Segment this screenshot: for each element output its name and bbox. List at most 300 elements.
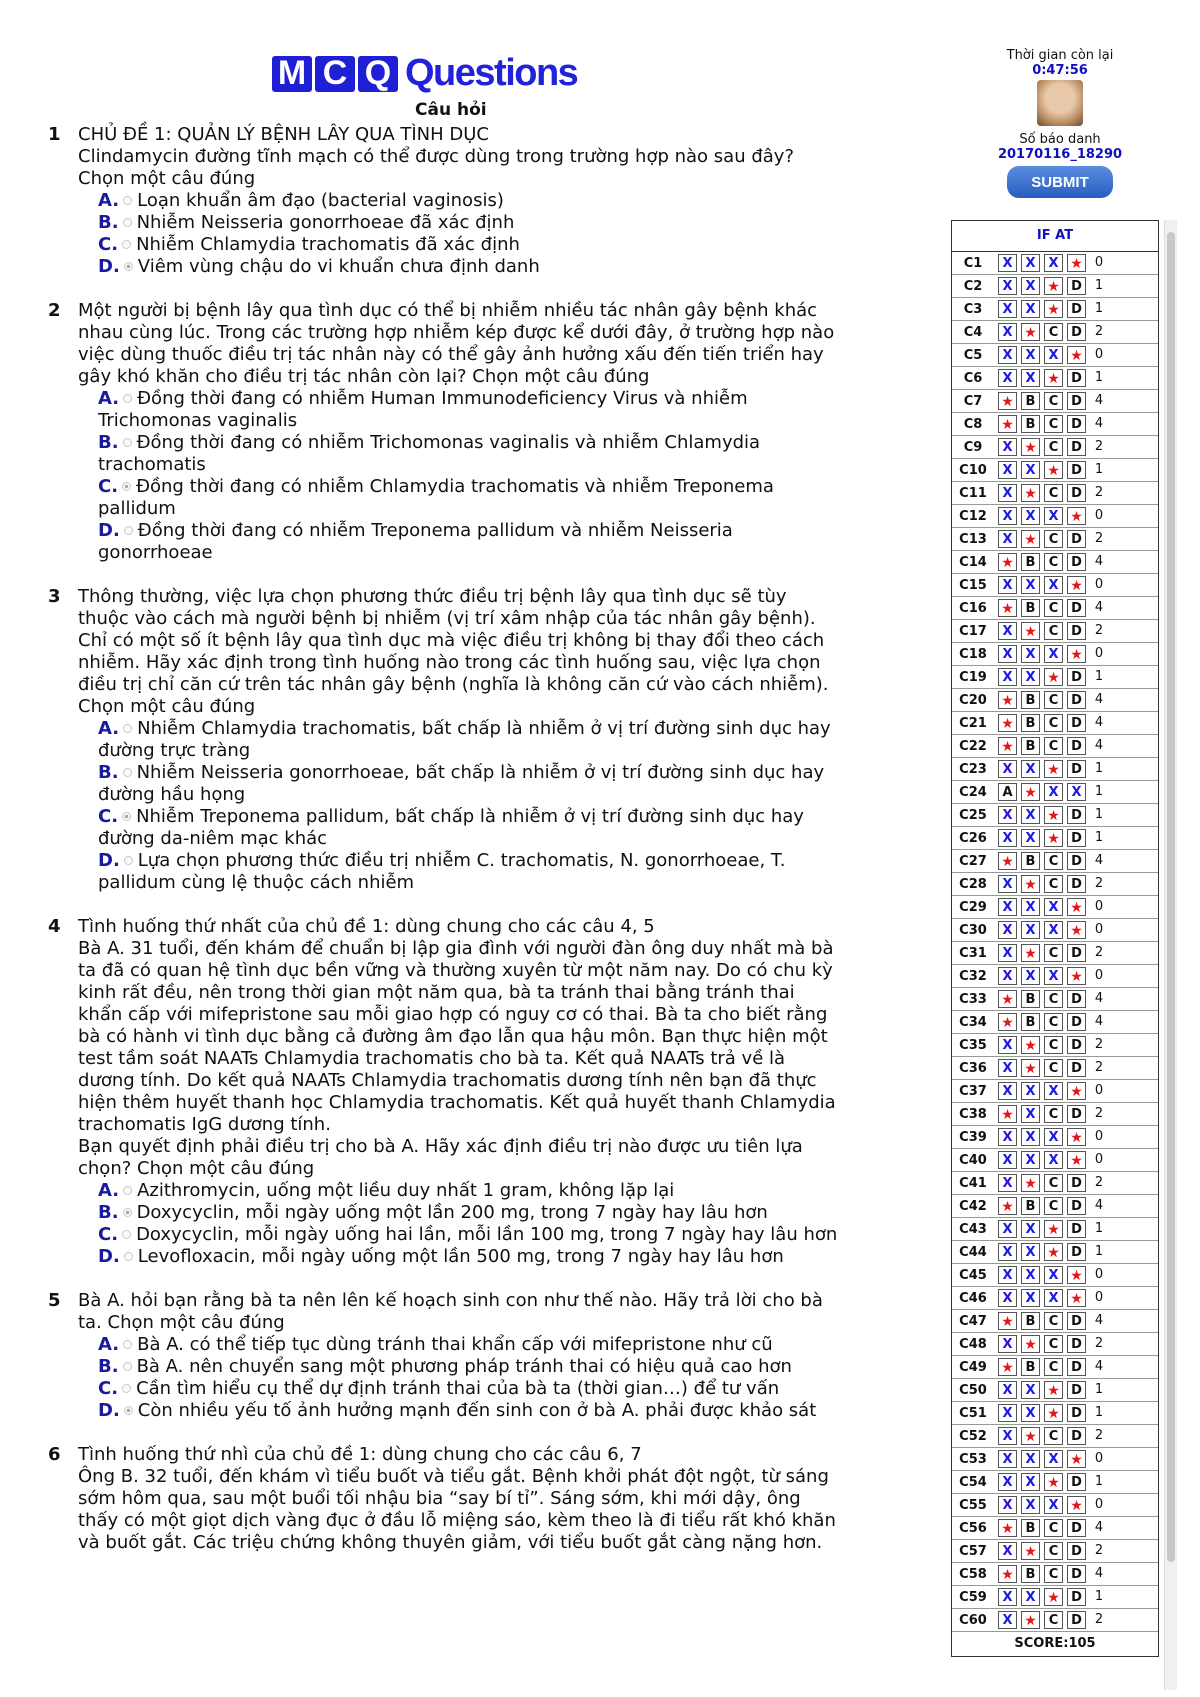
wrong-x-mark: X xyxy=(1044,645,1063,663)
answer-row xyxy=(952,1609,1158,1632)
option-text: Lựa chọn phương thức điều trị nhiễm C. trachomatis, N. gonorrhoeae, T. pallidum cùng lệ thuộc cách nhiễm xyxy=(98,850,786,893)
wrong-x-mark: X xyxy=(1044,783,1063,801)
answer-row xyxy=(952,1333,1158,1356)
answer-row xyxy=(952,620,1158,643)
answer-choice-cell: D xyxy=(1067,1312,1086,1330)
answer-row xyxy=(952,321,1158,344)
question-item xyxy=(48,300,838,564)
answer-row-label: C11 xyxy=(959,485,987,501)
answer-row xyxy=(952,689,1158,712)
answer-choice-cell: C xyxy=(1044,1197,1063,1215)
wrong-x-mark: X xyxy=(998,1404,1017,1422)
answer-choice-cell: D xyxy=(1067,1381,1086,1399)
answer-row xyxy=(952,390,1158,413)
answer-row-score: 1 xyxy=(1094,370,1104,385)
option-radio[interactable] xyxy=(122,240,131,249)
time-remaining-label: Thời gian còn lại xyxy=(1006,48,1114,63)
answer-row-score: 2 xyxy=(1094,324,1104,339)
answer-choice-cell: C xyxy=(1044,415,1063,433)
answer-row xyxy=(952,1103,1158,1126)
option-radio[interactable] xyxy=(123,724,132,733)
submit-button[interactable]: SUBMIT xyxy=(1007,166,1113,198)
answer-row xyxy=(952,896,1158,919)
option-radio[interactable] xyxy=(123,218,132,227)
answer-row xyxy=(952,1402,1158,1425)
answer-choice-cell: C xyxy=(1044,1013,1063,1031)
wrong-x-mark: X xyxy=(998,461,1017,479)
answer-option[interactable] xyxy=(78,850,838,894)
answer-row-score: 1 xyxy=(1094,1221,1104,1236)
answer-choice-cell: D xyxy=(1067,1588,1086,1606)
correct-star-icon: ★ xyxy=(998,737,1017,755)
answer-choice-cell: C xyxy=(1044,875,1063,893)
answer-row-label: C6 xyxy=(963,370,983,386)
answer-row-label: C8 xyxy=(963,416,983,432)
correct-star-icon: ★ xyxy=(1044,1381,1063,1399)
answer-choice-cell: D xyxy=(1067,1243,1086,1261)
option-radio[interactable] xyxy=(123,1186,132,1195)
answer-option[interactable] xyxy=(78,1180,838,1202)
wrong-x-mark: X xyxy=(998,323,1017,341)
wrong-x-mark: X xyxy=(1044,1450,1063,1468)
question-text: Bà A. 31 tuổi, đến khám để chuẩn bị lập gia đình với người đàn ông duy nhất mà bà ta đã có quan hệ tình dục bền vững và thường xuyên từ một năm nay. Do có chu kỳ kinh rất đều, nên trong thời gian một năm qua, bà ta tránh thai bằng tránh thai khẩn cấp với mifepristone sau mỗi giao hợp có nguy cơ có thai. Bà ta cho biết rằng bà có hành vi tình dục bằng cả đường âm đạo lẫn qua hậu môn. Bạn thực hiện một test tầm soát NAATs Chlamydia trachomatis cho bà ta. Kết quả NAATs trả về là dương tính. Do kết quả NAATs Chlamydia trachomatis dương tính nên bạn đã thực hiện thêm huyết thanh học Chlamydia trachomatis. Kết quả huyết thanh Chlamydia trachomatis IgG dương tính. xyxy=(78,938,836,1135)
answer-choice-cell: D xyxy=(1067,1220,1086,1238)
student-id-label: Số báo danh xyxy=(1019,132,1101,147)
answer-choice-cell: C xyxy=(1044,1312,1063,1330)
answer-option[interactable] xyxy=(78,432,838,476)
answer-row xyxy=(952,298,1158,321)
answer-row-score: 0 xyxy=(1094,1451,1104,1466)
answer-choice-cell: D xyxy=(1067,691,1086,709)
answer-choice-cell: C xyxy=(1044,714,1063,732)
answer-row-label: C57 xyxy=(959,1543,987,1559)
answer-row-label: C3 xyxy=(963,301,983,317)
wrong-x-mark: X xyxy=(1021,1450,1040,1468)
answer-row-label: C58 xyxy=(959,1566,987,1582)
option-radio[interactable] xyxy=(123,196,132,205)
page-title: Câu hỏi xyxy=(415,100,487,120)
answer-row-label: C53 xyxy=(959,1451,987,1467)
answer-row-label: C36 xyxy=(959,1060,987,1076)
option-text: Đồng thời đang có nhiễm Human Immunodeficiency Virus và nhiễm Trichomonas vaginalis xyxy=(98,388,748,431)
option-text: Azithromycin, uống một liều duy nhất 1 gram, không lặp lại xyxy=(137,1180,675,1201)
correct-star-icon: ★ xyxy=(1021,1174,1040,1192)
answer-sheet-header: IF AT xyxy=(952,221,1158,252)
wrong-x-mark: X xyxy=(998,1473,1017,1491)
answer-row-label: C31 xyxy=(959,945,987,961)
answer-row-score: 2 xyxy=(1094,1336,1104,1351)
answer-choice-cell: C xyxy=(1044,438,1063,456)
option-letter: B. xyxy=(98,1356,119,1377)
question-item xyxy=(48,124,838,278)
answer-row xyxy=(952,1540,1158,1563)
answer-option[interactable] xyxy=(78,520,838,564)
option-radio[interactable] xyxy=(124,1252,133,1261)
correct-star-icon: ★ xyxy=(998,1358,1017,1376)
wrong-x-mark: X xyxy=(998,1588,1017,1606)
wrong-x-mark: X xyxy=(998,829,1017,847)
answer-choice-cell: D xyxy=(1067,438,1086,456)
answer-option[interactable] xyxy=(78,1378,838,1400)
correct-star-icon: ★ xyxy=(1044,461,1063,479)
logo-letter: C xyxy=(315,56,355,92)
answer-row xyxy=(952,1126,1158,1149)
correct-star-icon: ★ xyxy=(998,1519,1017,1537)
answer-choice-cell: C xyxy=(1044,1427,1063,1445)
answer-row xyxy=(952,1080,1158,1103)
wrong-x-mark: X xyxy=(1021,300,1040,318)
answer-choice-cell: D xyxy=(1067,852,1086,870)
answer-row-label: C4 xyxy=(963,324,983,340)
correct-star-icon: ★ xyxy=(1021,1542,1040,1560)
answer-row xyxy=(952,275,1158,298)
correct-star-icon: ★ xyxy=(1067,346,1086,364)
answer-row-label: C5 xyxy=(963,347,983,363)
question-text: Bạn quyết định phải điều trị cho bà A. Hãy xác định điều trị nào được ưu tiên lựa chọn? Chọn một câu đúng xyxy=(78,1136,803,1179)
answer-choice-cell: D xyxy=(1067,1174,1086,1192)
answer-option[interactable] xyxy=(78,1334,838,1356)
answer-choice-cell: B xyxy=(1021,737,1040,755)
option-letter: C. xyxy=(98,806,119,827)
answer-row xyxy=(952,1425,1158,1448)
scrollbar-thumb[interactable] xyxy=(1167,232,1175,1562)
correct-star-icon: ★ xyxy=(1067,967,1086,985)
answer-option[interactable] xyxy=(78,762,838,806)
wrong-x-mark: X xyxy=(1044,898,1063,916)
correct-star-icon: ★ xyxy=(1021,1611,1040,1629)
answer-row-score: 2 xyxy=(1094,439,1104,454)
wrong-x-mark: X xyxy=(998,1496,1017,1514)
answer-row-label: C44 xyxy=(959,1244,987,1260)
answer-choice-cell: B xyxy=(1021,990,1040,1008)
answer-choice-cell: C xyxy=(1044,1611,1063,1629)
option-radio[interactable] xyxy=(124,262,133,271)
option-radio[interactable] xyxy=(123,438,132,447)
answer-choice-cell: C xyxy=(1044,1519,1063,1537)
wrong-x-mark: X xyxy=(998,668,1017,686)
answer-row-label: C17 xyxy=(959,623,987,639)
answer-row-label: C15 xyxy=(959,577,987,593)
avatar xyxy=(1037,80,1083,126)
answer-row-score: 0 xyxy=(1094,1290,1104,1305)
answer-choice-cell: D xyxy=(1067,1565,1086,1583)
answer-choice-cell: D xyxy=(1067,1404,1086,1422)
option-radio[interactable] xyxy=(123,1340,132,1349)
answer-row xyxy=(952,505,1158,528)
answer-row xyxy=(952,1057,1158,1080)
answer-row-score: 1 xyxy=(1094,1244,1104,1259)
answer-row xyxy=(952,1172,1158,1195)
wrong-x-mark: X xyxy=(998,1450,1017,1468)
option-text: Levofloxacin, mỗi ngày uống một lần 500 mg, trong 7 ngày hay lâu hơn xyxy=(137,1246,784,1267)
answer-row xyxy=(952,827,1158,850)
answer-choice-cell: C xyxy=(1044,1174,1063,1192)
answer-row-score: 4 xyxy=(1094,853,1104,868)
answer-choice-cell: B xyxy=(1021,852,1040,870)
option-letter: D. xyxy=(98,256,120,277)
answer-choice-cell: D xyxy=(1067,323,1086,341)
answer-row-label: C24 xyxy=(959,784,987,800)
wrong-x-mark: X xyxy=(1021,806,1040,824)
answer-row-score: 4 xyxy=(1094,1313,1104,1328)
answer-row-score: 4 xyxy=(1094,1198,1104,1213)
option-text: Viêm vùng chậu do vi khuẩn chưa định danh xyxy=(137,256,540,277)
wrong-x-mark: X xyxy=(1021,461,1040,479)
answer-row xyxy=(952,413,1158,436)
wrong-x-mark: X xyxy=(1021,1266,1040,1284)
answer-row-label: C30 xyxy=(959,922,987,938)
wrong-x-mark: X xyxy=(1021,829,1040,847)
answer-row xyxy=(952,1287,1158,1310)
wrong-x-mark: X xyxy=(1021,1473,1040,1491)
option-radio[interactable] xyxy=(122,482,131,491)
answer-row-score: 0 xyxy=(1094,1129,1104,1144)
question-item xyxy=(48,586,838,894)
answer-choice-cell: D xyxy=(1067,1059,1086,1077)
correct-star-icon: ★ xyxy=(998,392,1017,410)
correct-star-icon: ★ xyxy=(998,1105,1017,1123)
option-radio[interactable] xyxy=(123,768,132,777)
correct-star-icon: ★ xyxy=(1021,323,1040,341)
answer-choice-cell: D xyxy=(1067,1335,1086,1353)
answer-row-label: C51 xyxy=(959,1405,987,1421)
answer-row-score: 0 xyxy=(1094,347,1104,362)
option-letter: B. xyxy=(98,1202,119,1223)
correct-star-icon: ★ xyxy=(1044,668,1063,686)
answer-option[interactable] xyxy=(78,1400,838,1422)
answer-sheet xyxy=(951,220,1159,1657)
answer-row-score: 0 xyxy=(1094,1267,1104,1282)
answer-choice-cell: C xyxy=(1044,1542,1063,1560)
option-text: Đồng thời đang có nhiễm Trichomonas vaginalis và nhiễm Chlamydia trachomatis xyxy=(98,432,761,475)
answer-choice-cell: B xyxy=(1021,1197,1040,1215)
answer-row xyxy=(952,919,1158,942)
answer-choice-cell: C xyxy=(1044,1335,1063,1353)
answer-option[interactable] xyxy=(78,388,838,432)
answer-choice-cell: C xyxy=(1044,691,1063,709)
answer-row-label: C47 xyxy=(959,1313,987,1329)
answer-row-score: 2 xyxy=(1094,1543,1104,1558)
answer-row-score: 0 xyxy=(1094,968,1104,983)
answer-row-label: C18 xyxy=(959,646,987,662)
option-text: Nhiễm Neisseria gonorrhoeae đã xác định xyxy=(136,212,515,233)
wrong-x-mark: X xyxy=(998,530,1017,548)
answer-row-score: 2 xyxy=(1094,1175,1104,1190)
wrong-x-mark: X xyxy=(1021,277,1040,295)
correct-star-icon: ★ xyxy=(1044,300,1063,318)
answer-row xyxy=(952,758,1158,781)
wrong-x-mark: X xyxy=(1021,668,1040,686)
answer-row-label: C29 xyxy=(959,899,987,915)
logo-letter: M xyxy=(272,56,312,92)
wrong-x-mark: X xyxy=(1021,507,1040,525)
answer-option[interactable] xyxy=(78,256,838,278)
answer-row-score: 4 xyxy=(1094,393,1104,408)
option-radio[interactable] xyxy=(123,394,132,403)
correct-star-icon: ★ xyxy=(1067,507,1086,525)
option-radio[interactable] xyxy=(122,1230,131,1239)
option-radio[interactable] xyxy=(123,1208,132,1217)
correct-star-icon: ★ xyxy=(1067,254,1086,272)
option-radio[interactable] xyxy=(122,812,131,821)
answer-choice-cell: D xyxy=(1067,415,1086,433)
question-number: 4 xyxy=(48,916,61,937)
answer-row-label: C25 xyxy=(959,807,987,823)
wrong-x-mark: X xyxy=(1044,1289,1063,1307)
wrong-x-mark: X xyxy=(1021,1404,1040,1422)
answer-option[interactable] xyxy=(78,1246,838,1268)
answer-row-score: 2 xyxy=(1094,485,1104,500)
wrong-x-mark: X xyxy=(998,346,1017,364)
correct-star-icon: ★ xyxy=(1067,1450,1086,1468)
answer-choice-cell: D xyxy=(1067,668,1086,686)
wrong-x-mark: X xyxy=(1021,760,1040,778)
answer-row-label: C40 xyxy=(959,1152,987,1168)
wrong-x-mark: X xyxy=(1021,645,1040,663)
answer-choice-cell: C xyxy=(1044,323,1063,341)
answer-row xyxy=(952,1264,1158,1287)
wrong-x-mark: X xyxy=(998,1220,1017,1238)
correct-star-icon: ★ xyxy=(1044,806,1063,824)
answer-choice-cell: B xyxy=(1021,1565,1040,1583)
wrong-x-mark: X xyxy=(1021,898,1040,916)
answer-row-label: C28 xyxy=(959,876,987,892)
question-text: Một người bị bệnh lây qua tình dục có thể bị nhiễm nhiều tác nhân gây bệnh khác nhau cùng lúc. Trong các trường hợp nhiễm kép được kể dưới đây, ở trường hợp nào việc dùng thuốc điều trị tác nhân này có thể gây ảnh hưởng xấu đến tiến triển hay gây khó khăn cho điều trị tác nhân còn lại? Chọn một câu đúng xyxy=(78,300,835,387)
correct-star-icon: ★ xyxy=(1021,1335,1040,1353)
answer-row-score: 4 xyxy=(1094,991,1104,1006)
answer-choice-cell: D xyxy=(1067,714,1086,732)
answer-row xyxy=(952,850,1158,873)
correct-star-icon: ★ xyxy=(1067,576,1086,594)
correct-star-icon: ★ xyxy=(1021,530,1040,548)
answer-option[interactable] xyxy=(78,476,838,520)
answer-row-label: C20 xyxy=(959,692,987,708)
option-radio[interactable] xyxy=(123,1362,132,1371)
option-radio[interactable] xyxy=(124,856,133,865)
answer-row-label: C55 xyxy=(959,1497,987,1513)
wrong-x-mark: X xyxy=(998,1128,1017,1146)
answer-choice-cell: B xyxy=(1021,1519,1040,1537)
wrong-x-mark: X xyxy=(998,645,1017,663)
answer-row xyxy=(952,1356,1158,1379)
wrong-x-mark: X xyxy=(998,369,1017,387)
wrong-x-mark: X xyxy=(1044,1128,1063,1146)
answer-row-label: C43 xyxy=(959,1221,987,1237)
option-radio[interactable] xyxy=(124,1406,133,1415)
answer-row xyxy=(952,1149,1158,1172)
answer-choice-cell: D xyxy=(1067,944,1086,962)
answer-row-label: C2 xyxy=(963,278,983,294)
wrong-x-mark: X xyxy=(1021,254,1040,272)
answer-row-score: 1 xyxy=(1094,669,1104,684)
answer-row-label: C42 xyxy=(959,1198,987,1214)
question-number: 1 xyxy=(48,124,61,145)
answer-choice-cell: B xyxy=(1021,1312,1040,1330)
correct-star-icon: ★ xyxy=(1067,1151,1086,1169)
score-total: SCORE:105 xyxy=(1014,1636,1096,1651)
wrong-x-mark: X xyxy=(998,1611,1017,1629)
answer-option[interactable] xyxy=(78,234,838,256)
answer-row-score: 4 xyxy=(1094,416,1104,431)
question-number: 5 xyxy=(48,1290,61,1311)
answer-row-score: 2 xyxy=(1094,1612,1104,1627)
answer-option[interactable] xyxy=(78,718,838,762)
answer-row xyxy=(952,666,1158,689)
scrollbar[interactable] xyxy=(1164,220,1177,1690)
option-letter: A. xyxy=(98,718,120,739)
answer-row xyxy=(952,551,1158,574)
wrong-x-mark: X xyxy=(998,806,1017,824)
wrong-x-mark: X xyxy=(998,484,1017,502)
option-letter: D. xyxy=(98,1246,120,1267)
wrong-x-mark: X xyxy=(998,1059,1017,1077)
answer-choice-cell: B xyxy=(1021,1358,1040,1376)
wrong-x-mark: X xyxy=(1021,576,1040,594)
correct-star-icon: ★ xyxy=(1044,369,1063,387)
wrong-x-mark: X xyxy=(998,1243,1017,1261)
option-radio[interactable] xyxy=(122,1384,131,1393)
question-number: 2 xyxy=(48,300,61,321)
answer-row-score: 0 xyxy=(1094,255,1104,270)
answer-option[interactable] xyxy=(78,1202,838,1224)
option-text: Nhiễm Chlamydia trachomatis, bất chấp là nhiễm ở vị trí đường sinh dục hay đường trực tràng xyxy=(98,718,831,761)
answer-row xyxy=(952,1034,1158,1057)
answer-row-score: 0 xyxy=(1094,1152,1104,1167)
correct-star-icon: ★ xyxy=(1044,1588,1063,1606)
answer-option[interactable] xyxy=(78,190,838,212)
answer-row xyxy=(952,712,1158,735)
answer-row-score: 2 xyxy=(1094,623,1104,638)
answer-option[interactable] xyxy=(78,806,838,850)
answer-choice-cell: C xyxy=(1044,990,1063,1008)
correct-star-icon: ★ xyxy=(998,1013,1017,1031)
correct-star-icon: ★ xyxy=(1067,645,1086,663)
answer-row-label: C33 xyxy=(959,991,987,1007)
wrong-x-mark: X xyxy=(998,1289,1017,1307)
wrong-x-mark: X xyxy=(998,507,1017,525)
option-letter: B. xyxy=(98,432,119,453)
answer-choice-cell: D xyxy=(1067,1611,1086,1629)
option-radio[interactable] xyxy=(124,526,133,535)
wrong-x-mark: X xyxy=(998,898,1017,916)
answer-row xyxy=(952,1494,1158,1517)
answer-row-score: 0 xyxy=(1094,646,1104,661)
answer-choice-cell: D xyxy=(1067,599,1086,617)
answer-choice-cell: D xyxy=(1067,369,1086,387)
answer-row-score: 4 xyxy=(1094,692,1104,707)
answer-row-score: 1 xyxy=(1094,462,1104,477)
wrong-x-mark: X xyxy=(1021,1151,1040,1169)
correct-star-icon: ★ xyxy=(998,714,1017,732)
correct-star-icon: ★ xyxy=(998,1312,1017,1330)
answer-option[interactable] xyxy=(78,1224,838,1246)
answer-option[interactable] xyxy=(78,212,838,234)
answer-choice-cell: B xyxy=(1021,599,1040,617)
question-number: 6 xyxy=(48,1444,61,1465)
answer-row-label: C16 xyxy=(959,600,987,616)
answer-choice-cell: D xyxy=(1067,553,1086,571)
correct-star-icon: ★ xyxy=(1021,484,1040,502)
correct-star-icon: ★ xyxy=(1044,1220,1063,1238)
answer-row-label: C22 xyxy=(959,738,987,754)
answer-row-label: C54 xyxy=(959,1474,987,1490)
answer-row-label: C34 xyxy=(959,1014,987,1030)
answer-choice-cell: D xyxy=(1067,1358,1086,1376)
answer-row-label: C59 xyxy=(959,1589,987,1605)
answer-option[interactable] xyxy=(78,1356,838,1378)
option-text: Nhiễm Neisseria gonorrhoeae, bất chấp là nhiễm ở vị trí đường sinh dục hay đường hầu họng xyxy=(98,762,825,805)
answer-row-label: C39 xyxy=(959,1129,987,1145)
